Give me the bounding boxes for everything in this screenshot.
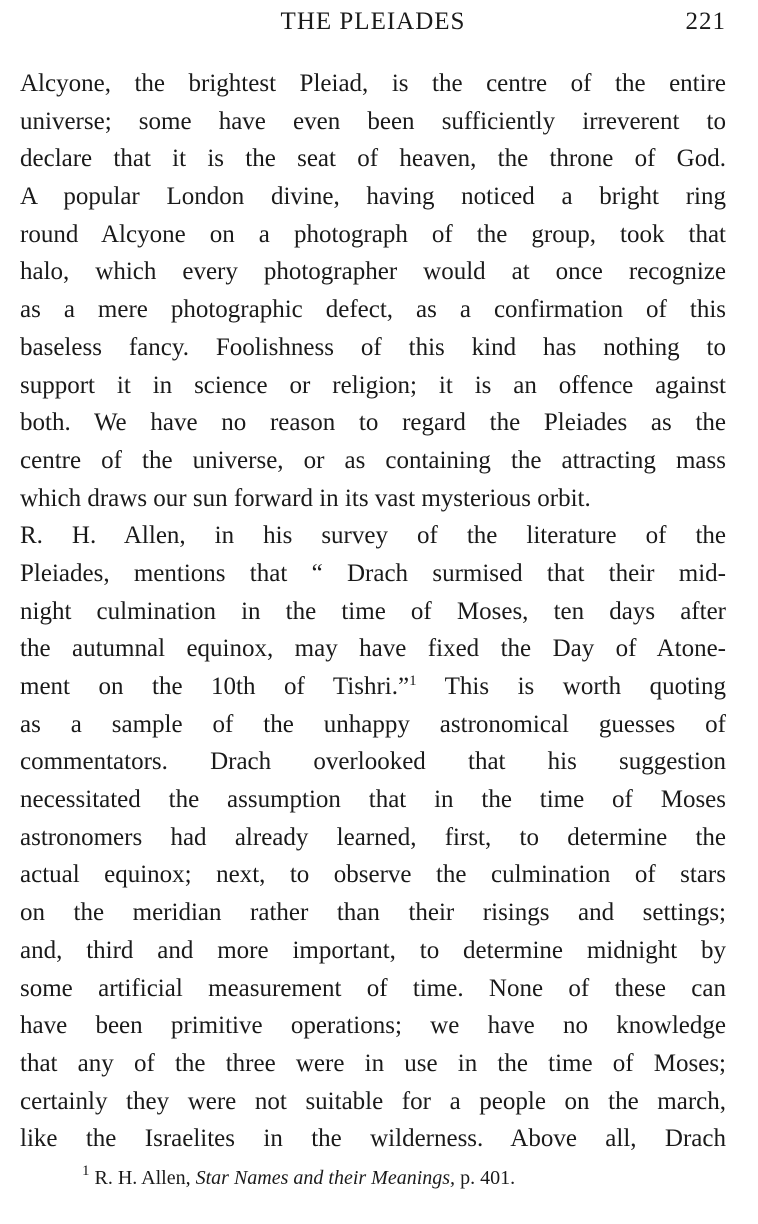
- footnote-author: R. H. Allen,: [94, 1167, 191, 1189]
- text-line: round Alcyone on a photograph of the group, took that: [20, 220, 726, 248]
- text-line: as a mere photographic defect, as a confirmation of this: [20, 296, 726, 324]
- text-line-end: This is worth quoting: [416, 673, 726, 700]
- page-number: 221: [685, 8, 726, 35]
- running-head: [20, 8, 726, 38]
- text-line: have been primitive operations; we have no knowledge: [20, 1012, 726, 1040]
- text-line: commentators. Drach overlooked that his suggestion: [20, 748, 726, 776]
- text-line: centre of the universe, or as containing the attracting mass: [20, 446, 726, 474]
- text-line: baseless fancy. Foolishness of this kind has nothing to: [20, 333, 726, 361]
- text-line: halo, which every photographer would at once recognize: [20, 258, 726, 286]
- text-line: night culmination in the time of Moses, ten days after: [20, 597, 726, 625]
- text-line: R. H. Allen, in his survey of the literature of the: [20, 522, 726, 550]
- text-line: actual equinox; next, to observe the culmination of stars: [20, 861, 726, 889]
- text-line-with-footnote: [20, 668, 726, 706]
- text-line-start: ment on the 10th of Tishri.”: [20, 673, 410, 700]
- text-line: Pleiades, mentions that “ Drach surmised that their mid-: [20, 559, 726, 587]
- text-line: Alcyone, the brightest Pleiad, is the centre of the entire: [20, 70, 726, 97]
- footnote-reference: 1: [409, 673, 417, 689]
- text-line: certainly they were not suitable for a people on the march,: [20, 1087, 726, 1115]
- text-line: the autumnal equinox, may have fixed the Day of Atone-: [20, 635, 726, 663]
- body-text: [20, 65, 726, 1158]
- footnote-title: Star Names and their Meanings,: [195, 1167, 456, 1189]
- footnote-page: p. 401.: [460, 1167, 516, 1189]
- text-line: A popular London divine, having noticed a bright ring: [20, 183, 726, 211]
- text-line: both. We have no reason to regard the Pleiades as the: [20, 409, 726, 437]
- text-line: necessitated the assumption that in the time of Moses: [20, 786, 726, 814]
- footnote-marker: 1: [82, 1163, 90, 1179]
- footnote: [82, 1165, 515, 1191]
- text-line: support it in science or religion; it is an offence against: [20, 371, 726, 399]
- text-line: some artificial measurement of time. None of these can: [20, 974, 726, 1002]
- text-line: on the meridian rather than their risings and settings;: [20, 899, 726, 927]
- text-line: as a sample of the unhappy astronomical guesses of: [20, 710, 726, 738]
- text-line: universe; some have even been sufficiently irreverent to: [20, 107, 726, 135]
- text-line: declare that it is the seat of heaven, the throne of God.: [20, 145, 726, 173]
- running-title: THE PLEIADES: [280, 8, 466, 35]
- text-line: which draws our sun forward in its vast mysterious orbit.: [20, 484, 591, 512]
- text-line: and, third and more important, to determine midnight by: [20, 936, 726, 964]
- text-line: astronomers had already learned, first, to determine the: [20, 823, 726, 851]
- text-line: that any of the three were in use in the time of Moses;: [20, 1049, 726, 1077]
- text-line: like the Israelites in the wilderness. Above all, Drach: [20, 1125, 726, 1153]
